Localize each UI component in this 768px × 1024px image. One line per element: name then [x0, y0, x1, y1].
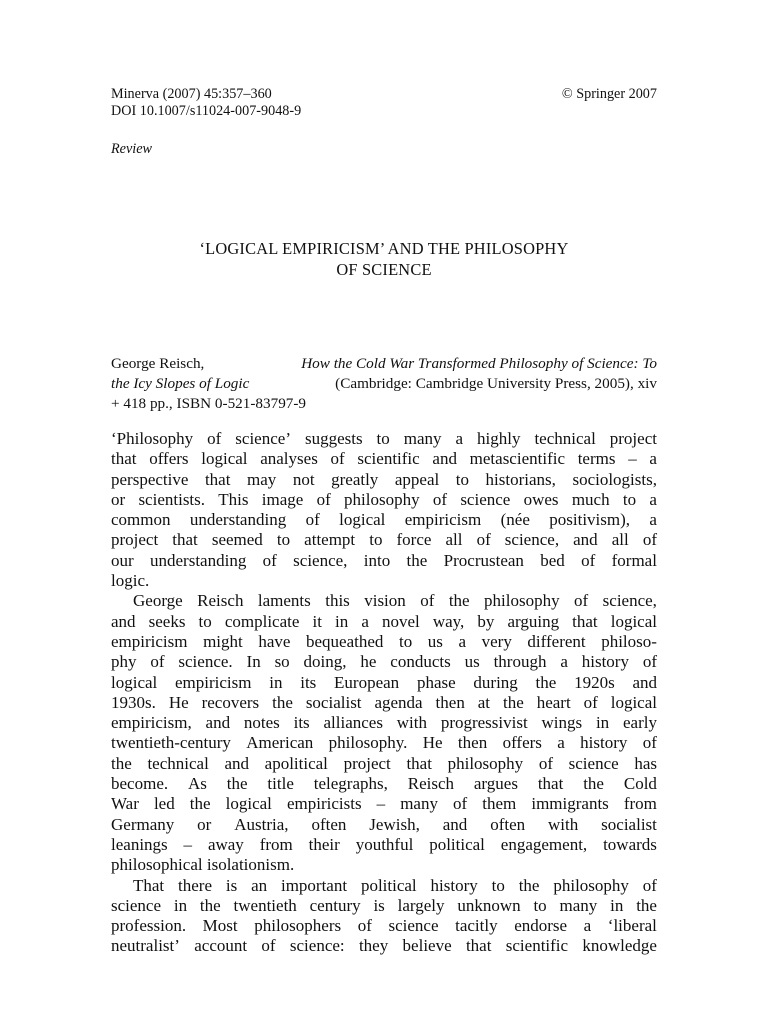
body-line: leanings – away from their youthful political engagement, towards	[111, 834, 657, 854]
book-reference-line-2	[111, 374, 657, 394]
body-line: that offers logical analyses of scientific and metascientific terms – a	[111, 449, 657, 469]
body-line: logical empiricism in its European phase during the 1920s and	[111, 672, 657, 692]
section-label: Review	[111, 141, 152, 157]
body-line: profession. Most philosophers of science tacitly endorse a ‘liberal	[111, 916, 657, 936]
body-line: neutralist’ account of science: they believe that scientific knowledge	[111, 936, 657, 956]
body-line: Germany or Austria, often Jewish, and often with socialist	[111, 814, 657, 834]
body-line: or scientists. This image of philosophy of science owes much to a	[111, 489, 657, 509]
book-reference	[111, 354, 657, 414]
body-line: ‘Philosophy of science’ suggests to many a highly technical project	[111, 429, 657, 448]
body-line: philosophical isolationism.	[111, 855, 295, 875]
journal-header	[111, 86, 657, 103]
body-line: George Reisch laments this vision of the philosophy of science,	[133, 591, 657, 611]
book-reference-line-3: + 418 pp., ISBN 0-521-83797-9	[111, 395, 307, 412]
body-line: War led the logical empiricists – many of them immigrants from	[111, 794, 657, 814]
body-line: That there is an important political history to the philosophy of	[133, 875, 657, 895]
book-author: George Reisch,	[111, 355, 205, 372]
body-line: project that seemed to attempt to force all of science, and all of	[111, 530, 657, 550]
body-line: science in the twentieth century is largely unknown to many in the	[111, 895, 657, 915]
body-line: the technical and apolitical project that philosophy of science has	[111, 753, 657, 773]
body-line: common understanding of logical empiricism (née positivism), a	[111, 510, 657, 530]
book-publisher: (Cambridge: Cambridge University Press, 2005), xiv	[335, 375, 657, 392]
book-title-part-2: the Icy Slopes of Logic	[111, 375, 250, 392]
book-reference-line-1	[111, 354, 657, 374]
body-line: become. As the title telegraphs, Reisch argues that the Cold	[111, 774, 657, 794]
body-line: logic.	[111, 571, 150, 591]
article-title	[111, 238, 657, 280]
body-line: empiricism might have bequeathed to us a very different philoso-	[111, 631, 657, 651]
body-line: perspective that may not greatly appeal to historians, sociologists,	[111, 469, 657, 489]
book-title-part-1: How the Cold War Transformed Philosophy of Science: To	[301, 355, 657, 372]
body-line: our understanding of science, into the Procrustean bed of formal	[111, 550, 657, 570]
body-line: twentieth-century American philosophy. He then offers a history of	[111, 733, 657, 753]
title-line-1: ‘LOGICAL EMPIRICISM’ AND THE PHILOSOPHY	[199, 239, 569, 258]
body-line: and seeks to complicate it in a novel way, by arguing that logical	[111, 611, 657, 631]
doi-line: DOI 10.1007/s11024-007-9048-9	[111, 103, 302, 119]
journal-citation: Minerva (2007) 45:357–360	[111, 86, 272, 102]
review-body	[111, 429, 657, 957]
copyright-notice: © Springer 2007	[561, 86, 657, 102]
article-page	[111, 86, 657, 957]
body-line: phy of science. In so doing, he conducts us through a history of	[111, 652, 657, 672]
body-line: empiricism, and notes its alliances with progressivist wings in early	[111, 713, 657, 733]
body-line: 1930s. He recovers the socialist agenda then at the heart of logical	[111, 692, 657, 712]
title-line-2: OF SCIENCE	[336, 260, 432, 279]
